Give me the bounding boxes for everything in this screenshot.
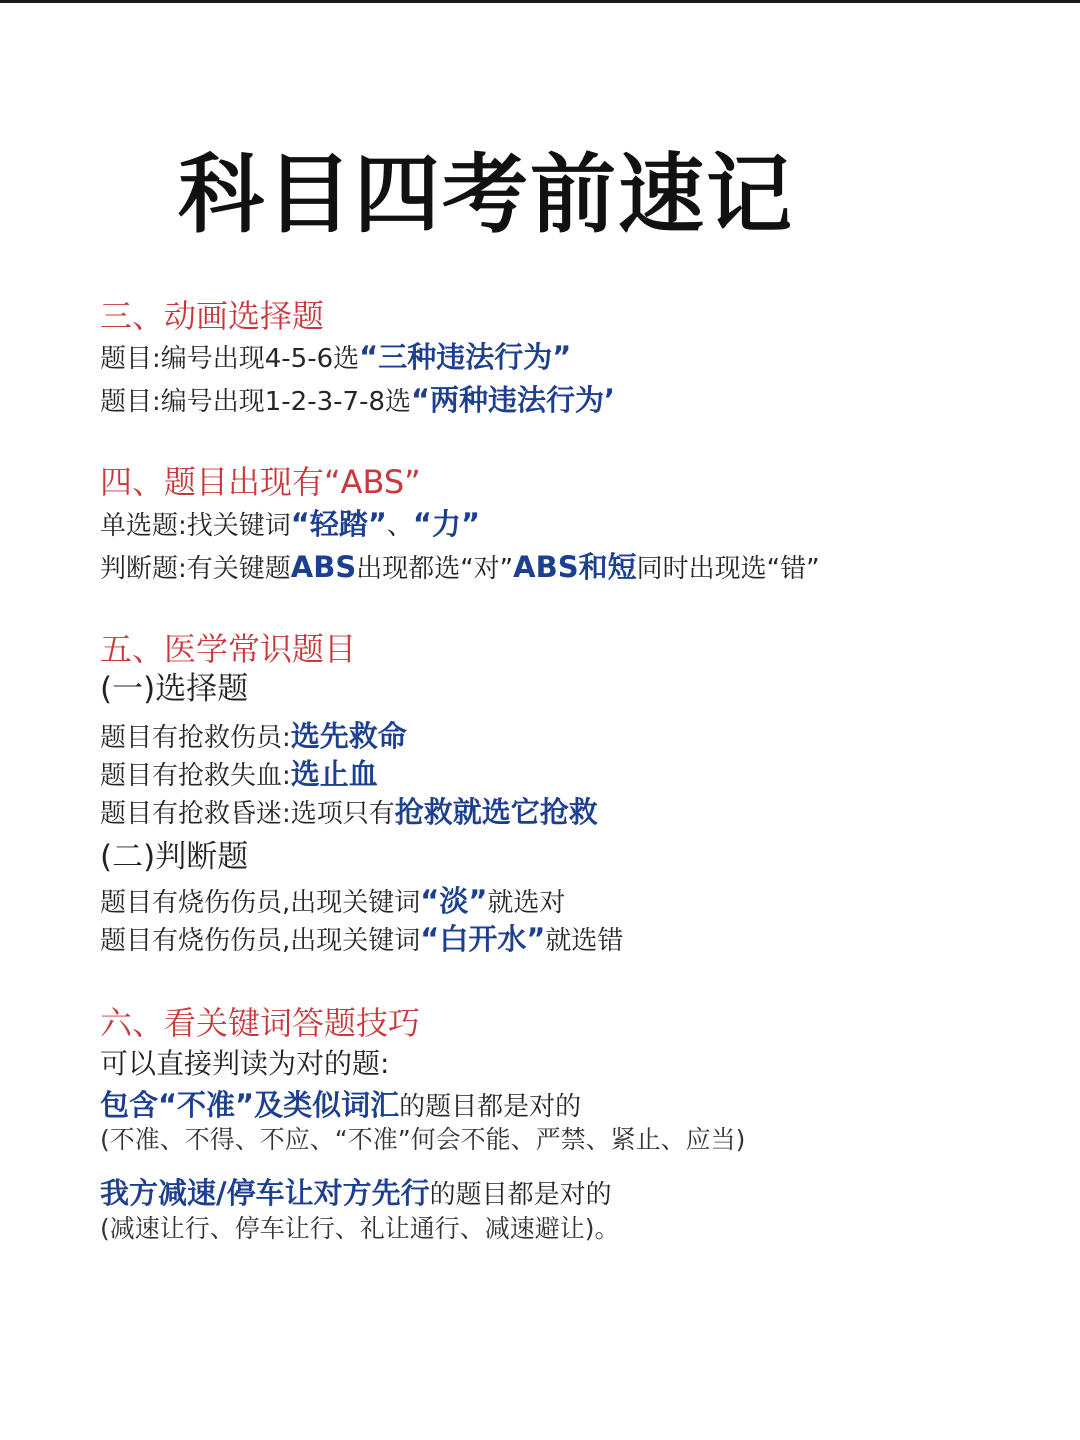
- line-text: 题目有烧伤伤员,出现关键词: [100, 888, 421, 918]
- highlight-text: 包含“不准”及类似词汇: [100, 1088, 400, 1122]
- line-text: 题目有抢救昏迷:选项只有: [100, 799, 395, 829]
- section-5-line-2: [100, 757, 378, 793]
- line-text: 题目:编号出现4-5-6选: [100, 344, 360, 374]
- line-text: 出现都选“对”: [356, 554, 514, 584]
- section-5-heading: 五、医学常识题目: [100, 630, 357, 668]
- highlight-text: “白开水”: [420, 922, 546, 956]
- line-text: 的题目都是对的: [429, 1180, 612, 1210]
- subheading-choice: (一)选择题: [100, 671, 249, 707]
- highlight-text: “轻踏”: [290, 507, 387, 541]
- section-5-line-3: [100, 795, 598, 831]
- line-text: 就选错: [545, 926, 624, 956]
- section-6-heading: 六、看关键词答题技巧: [100, 1004, 421, 1042]
- section-3-line-1: [100, 340, 571, 376]
- line-text: 判断题:有关键题: [100, 554, 291, 584]
- line-text: 同时出现选“错”: [636, 554, 820, 584]
- section-4-line-1: [100, 507, 480, 543]
- highlight-text: “淡”: [420, 884, 488, 918]
- section-5-line-5: [100, 922, 623, 958]
- highlight-text: 抢救就选它抢救: [394, 795, 598, 829]
- section-4-line-2: [100, 550, 820, 586]
- line-text: 单选题:找关键词: [100, 511, 291, 541]
- section-4-heading: 四、题目出现有“ABS”: [100, 463, 421, 501]
- section-6-line-2: [100, 1176, 612, 1212]
- line-text: 题目有抢救伤员:: [100, 723, 291, 753]
- line-text: 题目有烧伤伤员,出现关键词: [100, 926, 421, 956]
- highlight-text: 我方减速/停车让对方先行: [100, 1176, 430, 1210]
- line-text: 题目有抢救失血:: [100, 761, 291, 791]
- section-6-line-1: [100, 1088, 581, 1124]
- page-title: 科目四考前速记: [178, 145, 794, 245]
- highlight-text: “三种违法行为”: [359, 340, 572, 374]
- subheading-judgement: (二)判断题: [100, 839, 249, 875]
- highlight-text: “力”: [412, 507, 481, 541]
- section-5-line-1: [100, 719, 407, 755]
- line-text: 的题目都是对的: [399, 1092, 582, 1122]
- section-3-line-2: [100, 383, 615, 419]
- highlight-text: 选止血: [290, 757, 378, 791]
- section-6-examples-1: (不准、不得、不应、“不准”何会不能、严禁、紧止、应当): [100, 1125, 746, 1154]
- highlight-text: “两种违法行为’: [411, 383, 616, 417]
- highlight-text: 选先救命: [290, 719, 407, 753]
- line-text: 就选对: [487, 888, 566, 918]
- section-3-heading: 三、动画选择题: [100, 297, 325, 335]
- section-6-examples-2: (减速让行、停车让行、礼让通行、减速避让)。: [100, 1214, 620, 1243]
- line-text: 题目:编号出现1-2-3-7-8选: [100, 387, 411, 417]
- separator-text: 、: [386, 511, 413, 541]
- highlight-text: ABS: [290, 550, 357, 584]
- top-border-line: [0, 0, 1080, 3]
- section-5-line-4: [100, 884, 565, 920]
- highlight-text: ABS和短: [513, 550, 637, 584]
- section-6-intro: 可以直接判读为对的题:: [100, 1047, 390, 1080]
